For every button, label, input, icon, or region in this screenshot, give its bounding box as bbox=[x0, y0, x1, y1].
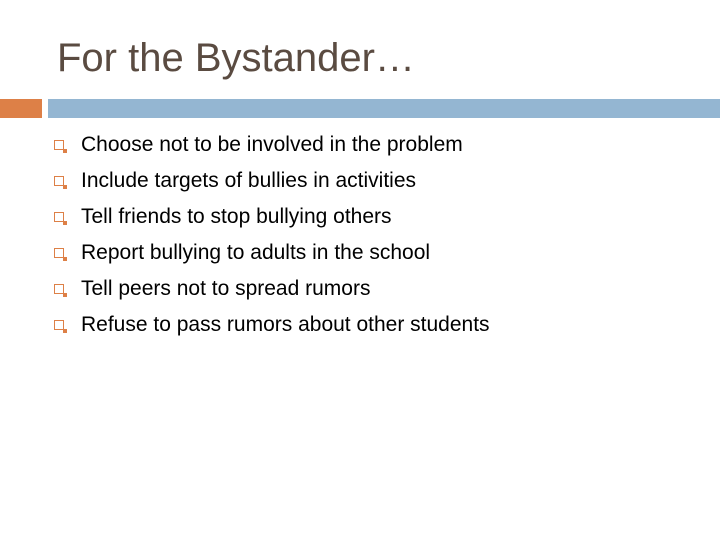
bullet-item bbox=[54, 235, 490, 271]
bullet-text: Refuse to pass rumors about other students bbox=[81, 313, 490, 336]
bullet-item bbox=[54, 271, 490, 307]
hollow-square-bullet-icon bbox=[54, 176, 64, 186]
accent-bar-blue bbox=[48, 99, 720, 118]
hollow-square-bullet-icon bbox=[54, 284, 64, 294]
bullet-text: Include targets of bullies in activities bbox=[81, 169, 417, 192]
hollow-square-bullet-icon bbox=[54, 212, 64, 222]
accent-bar-orange bbox=[0, 99, 42, 118]
bullet-item bbox=[54, 163, 490, 199]
bullet-text: Choose not to be involved in the problem bbox=[81, 133, 463, 156]
bullet-item bbox=[54, 127, 490, 163]
bullet-list bbox=[54, 127, 490, 343]
hollow-square-bullet-icon bbox=[54, 248, 64, 258]
bullet-item bbox=[54, 307, 490, 343]
bullet-item bbox=[54, 199, 490, 235]
slide-title: For the Bystander… bbox=[57, 36, 415, 80]
hollow-square-bullet-icon bbox=[54, 140, 64, 150]
bullet-text: Tell peers not to spread rumors bbox=[81, 277, 371, 300]
hollow-square-bullet-icon bbox=[54, 320, 64, 330]
bullet-text: Tell friends to stop bullying others bbox=[81, 205, 392, 228]
bullet-text: Report bullying to adults in the school bbox=[81, 241, 431, 264]
